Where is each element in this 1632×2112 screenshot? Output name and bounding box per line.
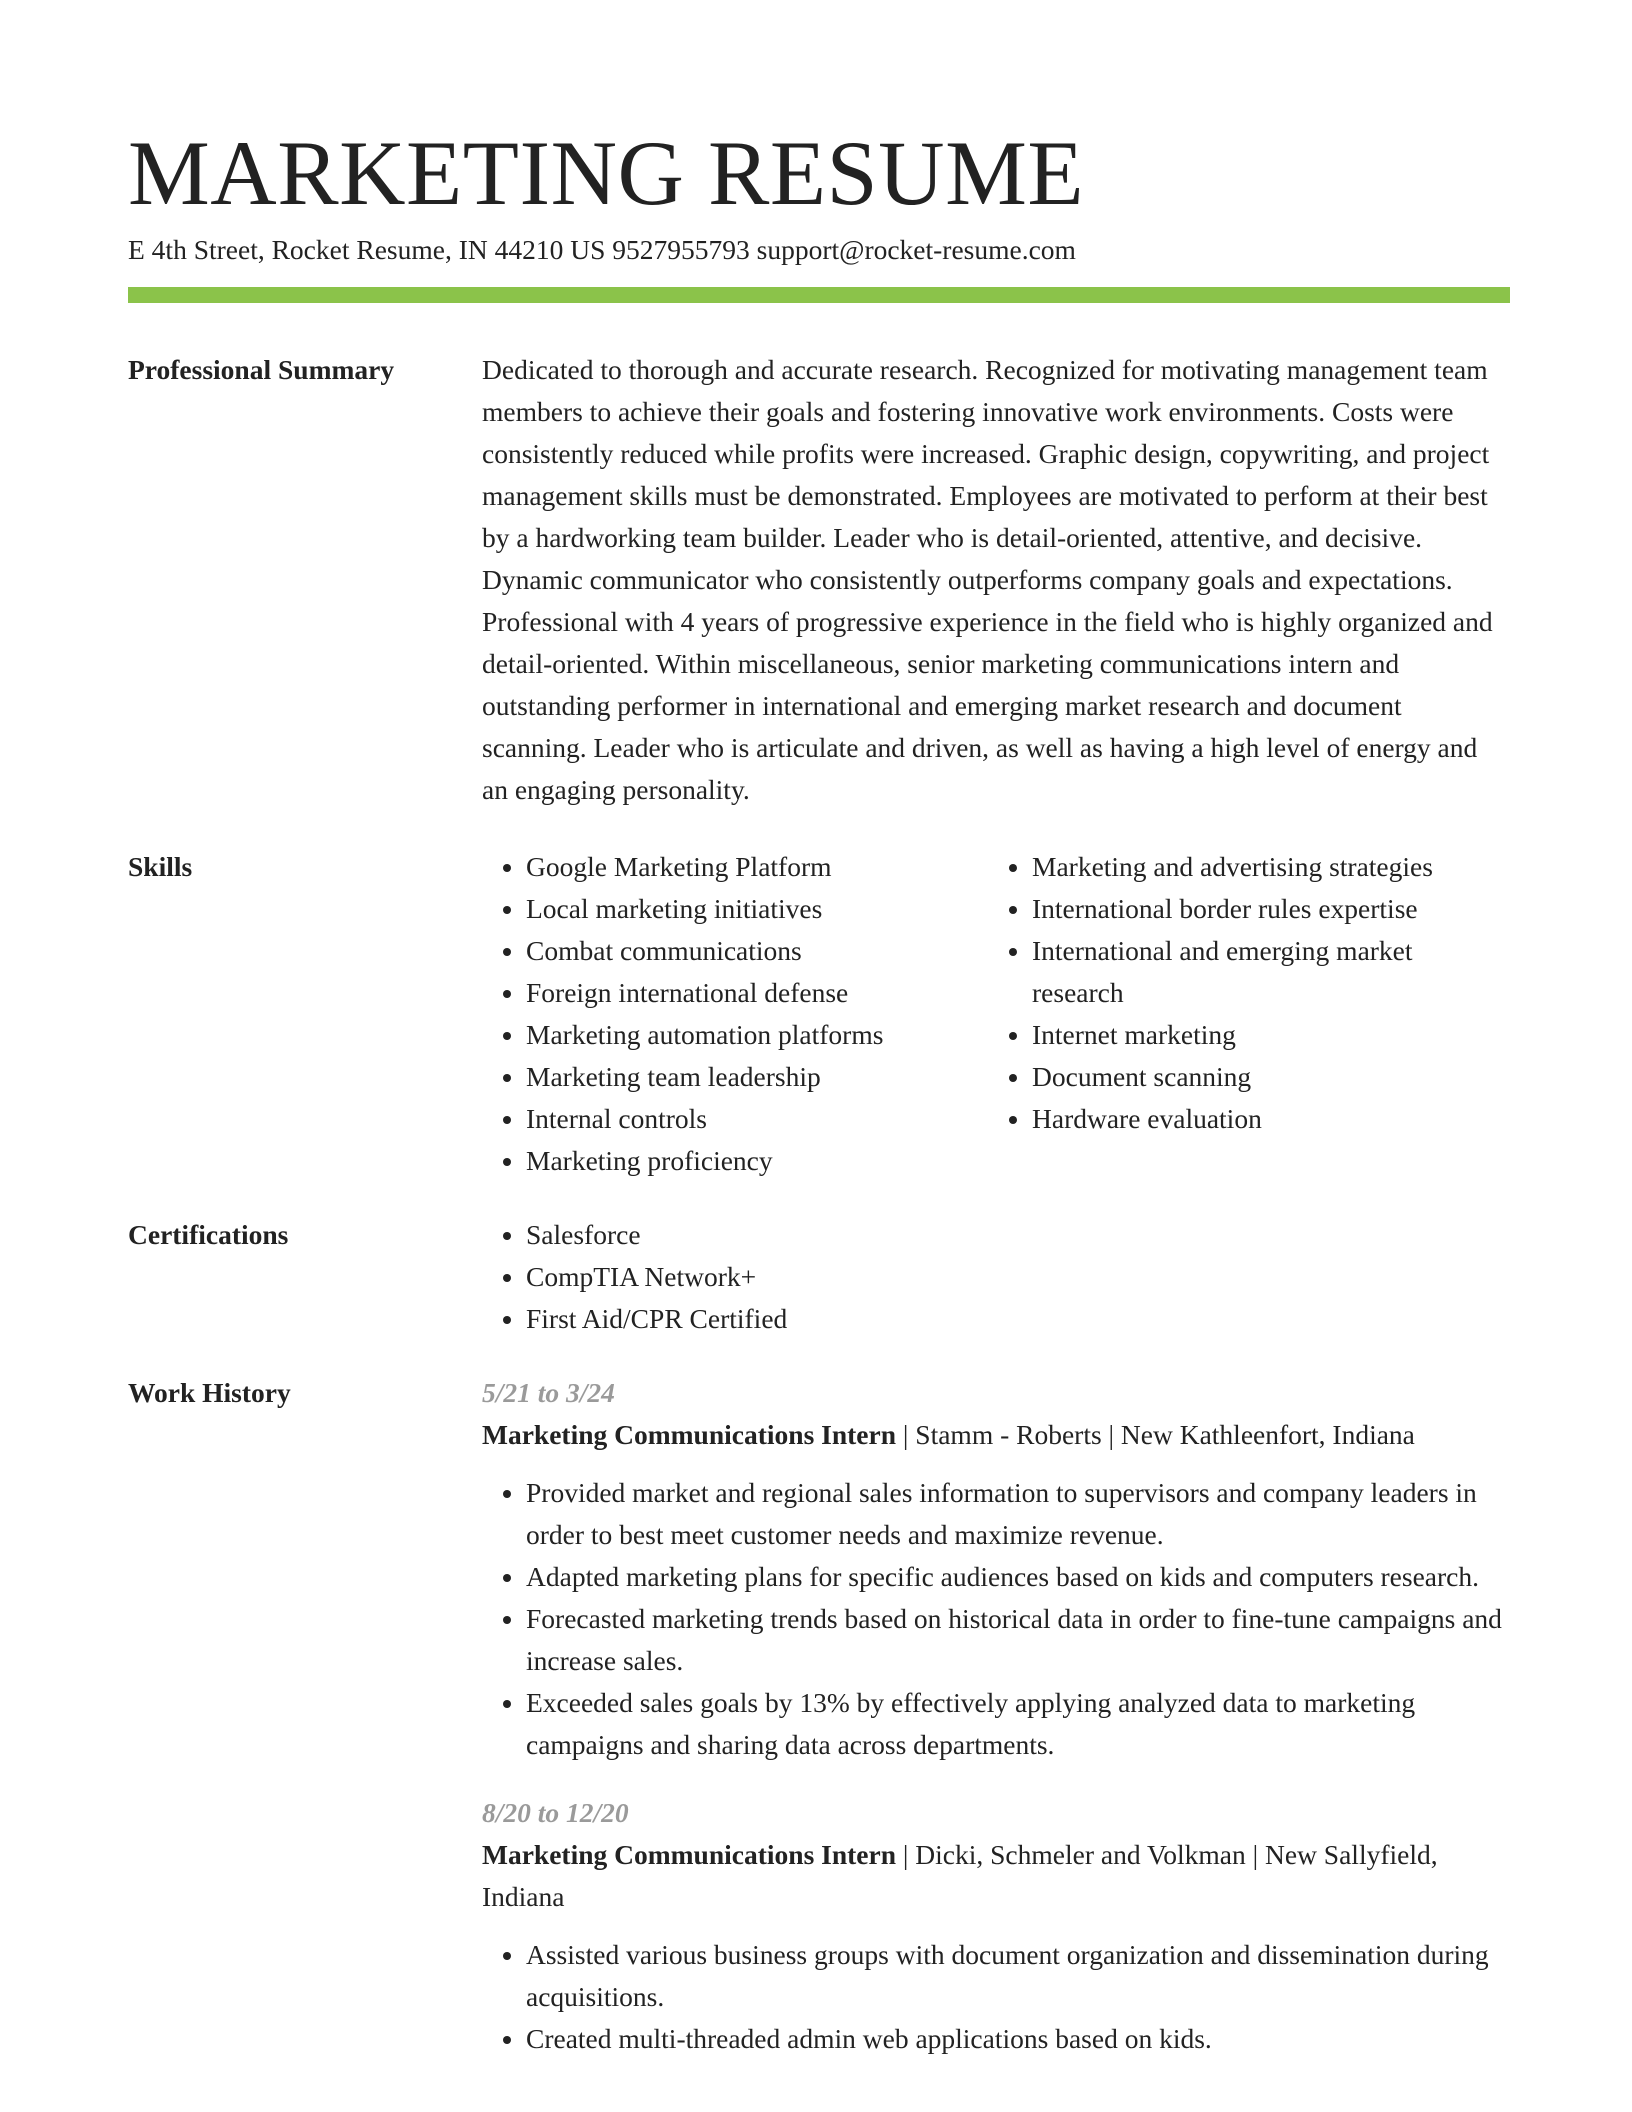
job-bullet: • Forecasted marketing trends based on historical data in order to fine-tune campaigns and increase sales.: [526, 1598, 1510, 1682]
skill-item: • Google Marketing Platform: [526, 846, 988, 888]
job-heading: [482, 1834, 1510, 1918]
work-history-body: [482, 1372, 1510, 2086]
skill-item: • Local marketing initiatives: [526, 888, 988, 930]
job-heading: [482, 1414, 1510, 1456]
contact-info: E 4th Street, Rocket Resume, IN 44210 US 9527955793 support@rocket-resume.com: [128, 234, 1076, 265]
skill-item: • International and emerging market research: [1032, 930, 1510, 1014]
job-bullet: • Exceeded sales goals by 13% by effectively applying analyzed data to marketing campaigns and sharing data across departments.: [526, 1682, 1510, 1766]
skills-body: [482, 846, 1510, 1182]
skill-item: • Document scanning: [1032, 1056, 1510, 1098]
skill-item: • Marketing automation platforms: [526, 1014, 988, 1056]
job-bullets: [482, 1934, 1510, 2060]
skills-column-2: [988, 846, 1510, 1182]
job-title: Marketing Communications Intern: [482, 1419, 897, 1450]
skill-item: • Foreign international defense: [526, 972, 988, 1014]
job-bullet: • Provided market and regional sales information to supervisors and company leaders in order to best meet customer needs and maximize revenue.: [526, 1472, 1510, 1556]
certifications-label: Certifications: [128, 1219, 289, 1250]
job-bullet: • Created multi-threaded admin web applications based on kids.: [526, 2018, 1510, 2060]
job-bullet: • Adapted marketing plans for specific audiences based on kids and computers research.: [526, 1556, 1510, 1598]
skills-list-1: [482, 846, 988, 1182]
skill-item: • Marketing team leadership: [526, 1056, 988, 1098]
job-company-location: | Stamm - Roberts | New Kathleenfort, Indiana: [896, 1419, 1415, 1450]
job-company-location: | Dicki, Schmeler and Volkman | New Sallyfield, Indiana: [482, 1839, 1438, 1912]
skill-item: • Internet marketing: [1032, 1014, 1510, 1056]
job-bullet: • Assisted various business groups with document organization and dissemination during acquisitions.: [526, 1934, 1510, 2018]
certification-item: • First Aid/CPR Certified: [526, 1298, 1510, 1340]
certification-item: • Salesforce: [526, 1214, 1510, 1256]
certification-item: • CompTIA Network+: [526, 1256, 1510, 1298]
skills-grid: [482, 846, 1510, 1182]
certifications-body: [482, 1214, 1510, 1340]
skill-item: • International border rules expertise: [1032, 888, 1510, 930]
certifications-list: [482, 1214, 1510, 1340]
job-title: Marketing Communications Intern: [482, 1839, 897, 1870]
summary-text: Dedicated to thorough and accurate research. Recognized for motivating management team members to achieve their goals and fostering innovative work environments. Costs were consistently reduced while profits were increased. Graphic design, copywriting, and project management skills must be demonstrated. Employees are motivated to perform at their best by a hardworking team builder. Leader who is detail-oriented, attentive, and decisive. Dynamic communicator who consistently outperforms company goals and expectations. Professional with 4 years of progressive experience in the field who is highly organized and detail-oriented. Within miscellaneous, senior marketing communications intern and outstanding performer in international and emerging market research and document scanning. Leader who is articulate and driven, as well as having a high level of energy and an engaging personality.: [482, 354, 1493, 805]
summary-body: [482, 349, 1510, 811]
job-entry: [482, 1792, 1510, 2060]
skill-item: • Internal controls: [526, 1098, 988, 1140]
skill-item: • Combat communications: [526, 930, 988, 972]
work-history-label: Work History: [128, 1377, 291, 1408]
job-entry: [482, 1372, 1510, 1766]
skill-item: • Marketing and advertising strategies: [1032, 846, 1510, 888]
summary-label: Professional Summary: [128, 354, 395, 385]
resume-title: MARKETING RESUME: [128, 122, 1085, 224]
skills-list-2: [988, 846, 1510, 1140]
job-dates: 5/21 to 3/24: [482, 1377, 615, 1408]
skills-label: Skills: [128, 851, 193, 882]
header-accent-bar: [128, 287, 1510, 303]
job-bullets: [482, 1472, 1510, 1766]
skills-column-1: [482, 846, 988, 1182]
skill-item: • Marketing proficiency: [526, 1140, 988, 1182]
job-dates: 8/20 to 12/20: [482, 1797, 629, 1828]
skill-item: • Hardware evaluation: [1032, 1098, 1510, 1140]
